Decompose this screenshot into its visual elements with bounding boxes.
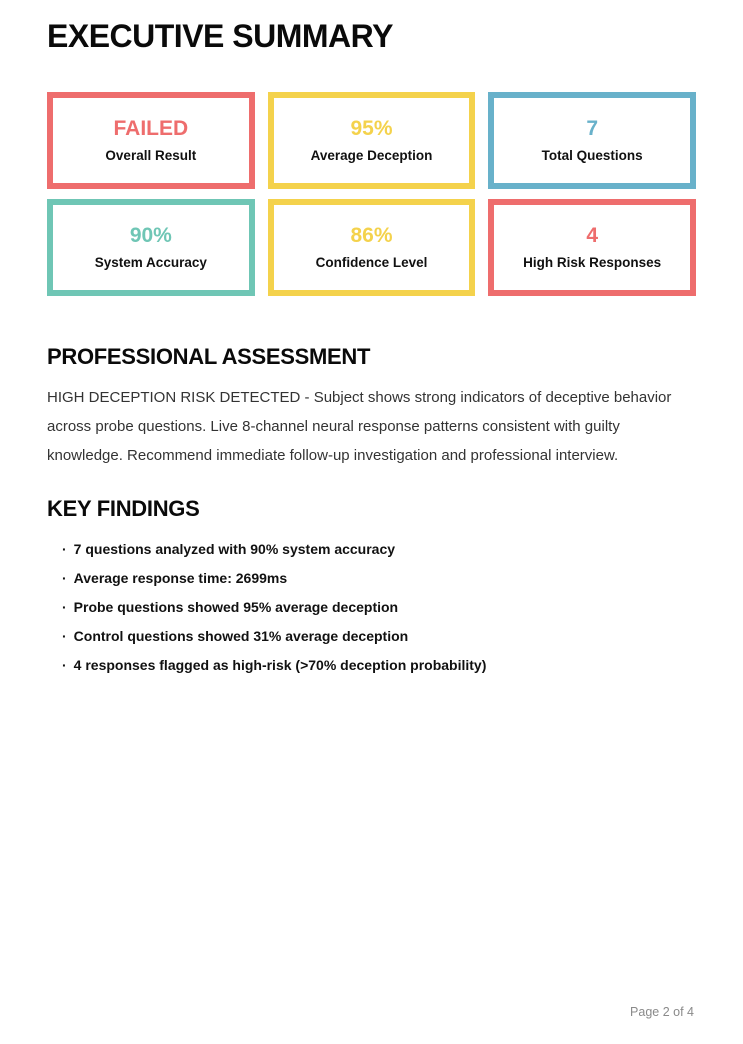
stat-value: 86%	[350, 224, 393, 248]
bullet-dot: ·	[62, 540, 67, 557]
stat-label: Total Questions	[541, 148, 643, 164]
page-title: EXECUTIVE SUMMARY	[47, 18, 393, 54]
finding-text: Probe questions showed 95% average deception	[73, 598, 399, 615]
page-number: Page 2 of 4	[630, 1004, 694, 1019]
stat-value: 4	[586, 224, 598, 248]
stat-label: System Accuracy	[94, 255, 207, 271]
findings-heading: KEY FINDINGS	[47, 496, 200, 522]
bullet-dot: ·	[62, 569, 67, 586]
finding-item	[62, 629, 696, 644]
finding-item	[62, 658, 696, 673]
finding-item	[62, 600, 696, 615]
stat-card-system-accuracy	[47, 199, 255, 296]
stat-label: Overall Result	[105, 148, 197, 164]
stat-value: 90%	[129, 224, 172, 248]
finding-text: Control questions showed 31% average deception	[73, 627, 409, 644]
stat-value: 95%	[350, 117, 393, 141]
stat-value: FAILED	[113, 117, 189, 141]
bullet-dot: ·	[62, 656, 67, 673]
stat-label: High Risk Responses	[523, 255, 662, 271]
finding-text: 4 responses flagged as high-risk (>70% deception probability)	[73, 656, 487, 673]
stat-card-high-risk-responses	[488, 199, 696, 296]
stat-card-confidence-level	[268, 199, 476, 296]
stat-cards-grid	[47, 92, 696, 296]
stat-label: Confidence Level	[315, 255, 428, 271]
stat-value: 7	[586, 117, 598, 141]
bullet-dot: ·	[62, 598, 67, 615]
finding-item	[62, 542, 696, 557]
stat-card-total-questions	[488, 92, 696, 189]
stat-card-average-deception	[268, 92, 476, 189]
report-content	[0, 16, 743, 673]
assessment-heading: PROFESSIONAL ASSESSMENT	[47, 344, 371, 369]
bullet-dot: ·	[62, 627, 67, 644]
findings-list	[47, 542, 696, 673]
assessment-body-text: HIGH DECEPTION RISK DETECTED - Subject shows strong indicators of deceptive behavior across probe questions. Live 8-channel neural response patterns consistent with guilty knowledge. Recommend immediate follow-up investigation and professional interview.	[47, 389, 672, 465]
finding-text: Average response time: 2699ms	[73, 569, 288, 586]
finding-item	[62, 571, 696, 586]
stat-label: Average Deception	[310, 148, 433, 164]
finding-text: 7 questions analyzed with 90% system accuracy	[73, 540, 396, 557]
stat-card-overall-result	[47, 92, 255, 189]
